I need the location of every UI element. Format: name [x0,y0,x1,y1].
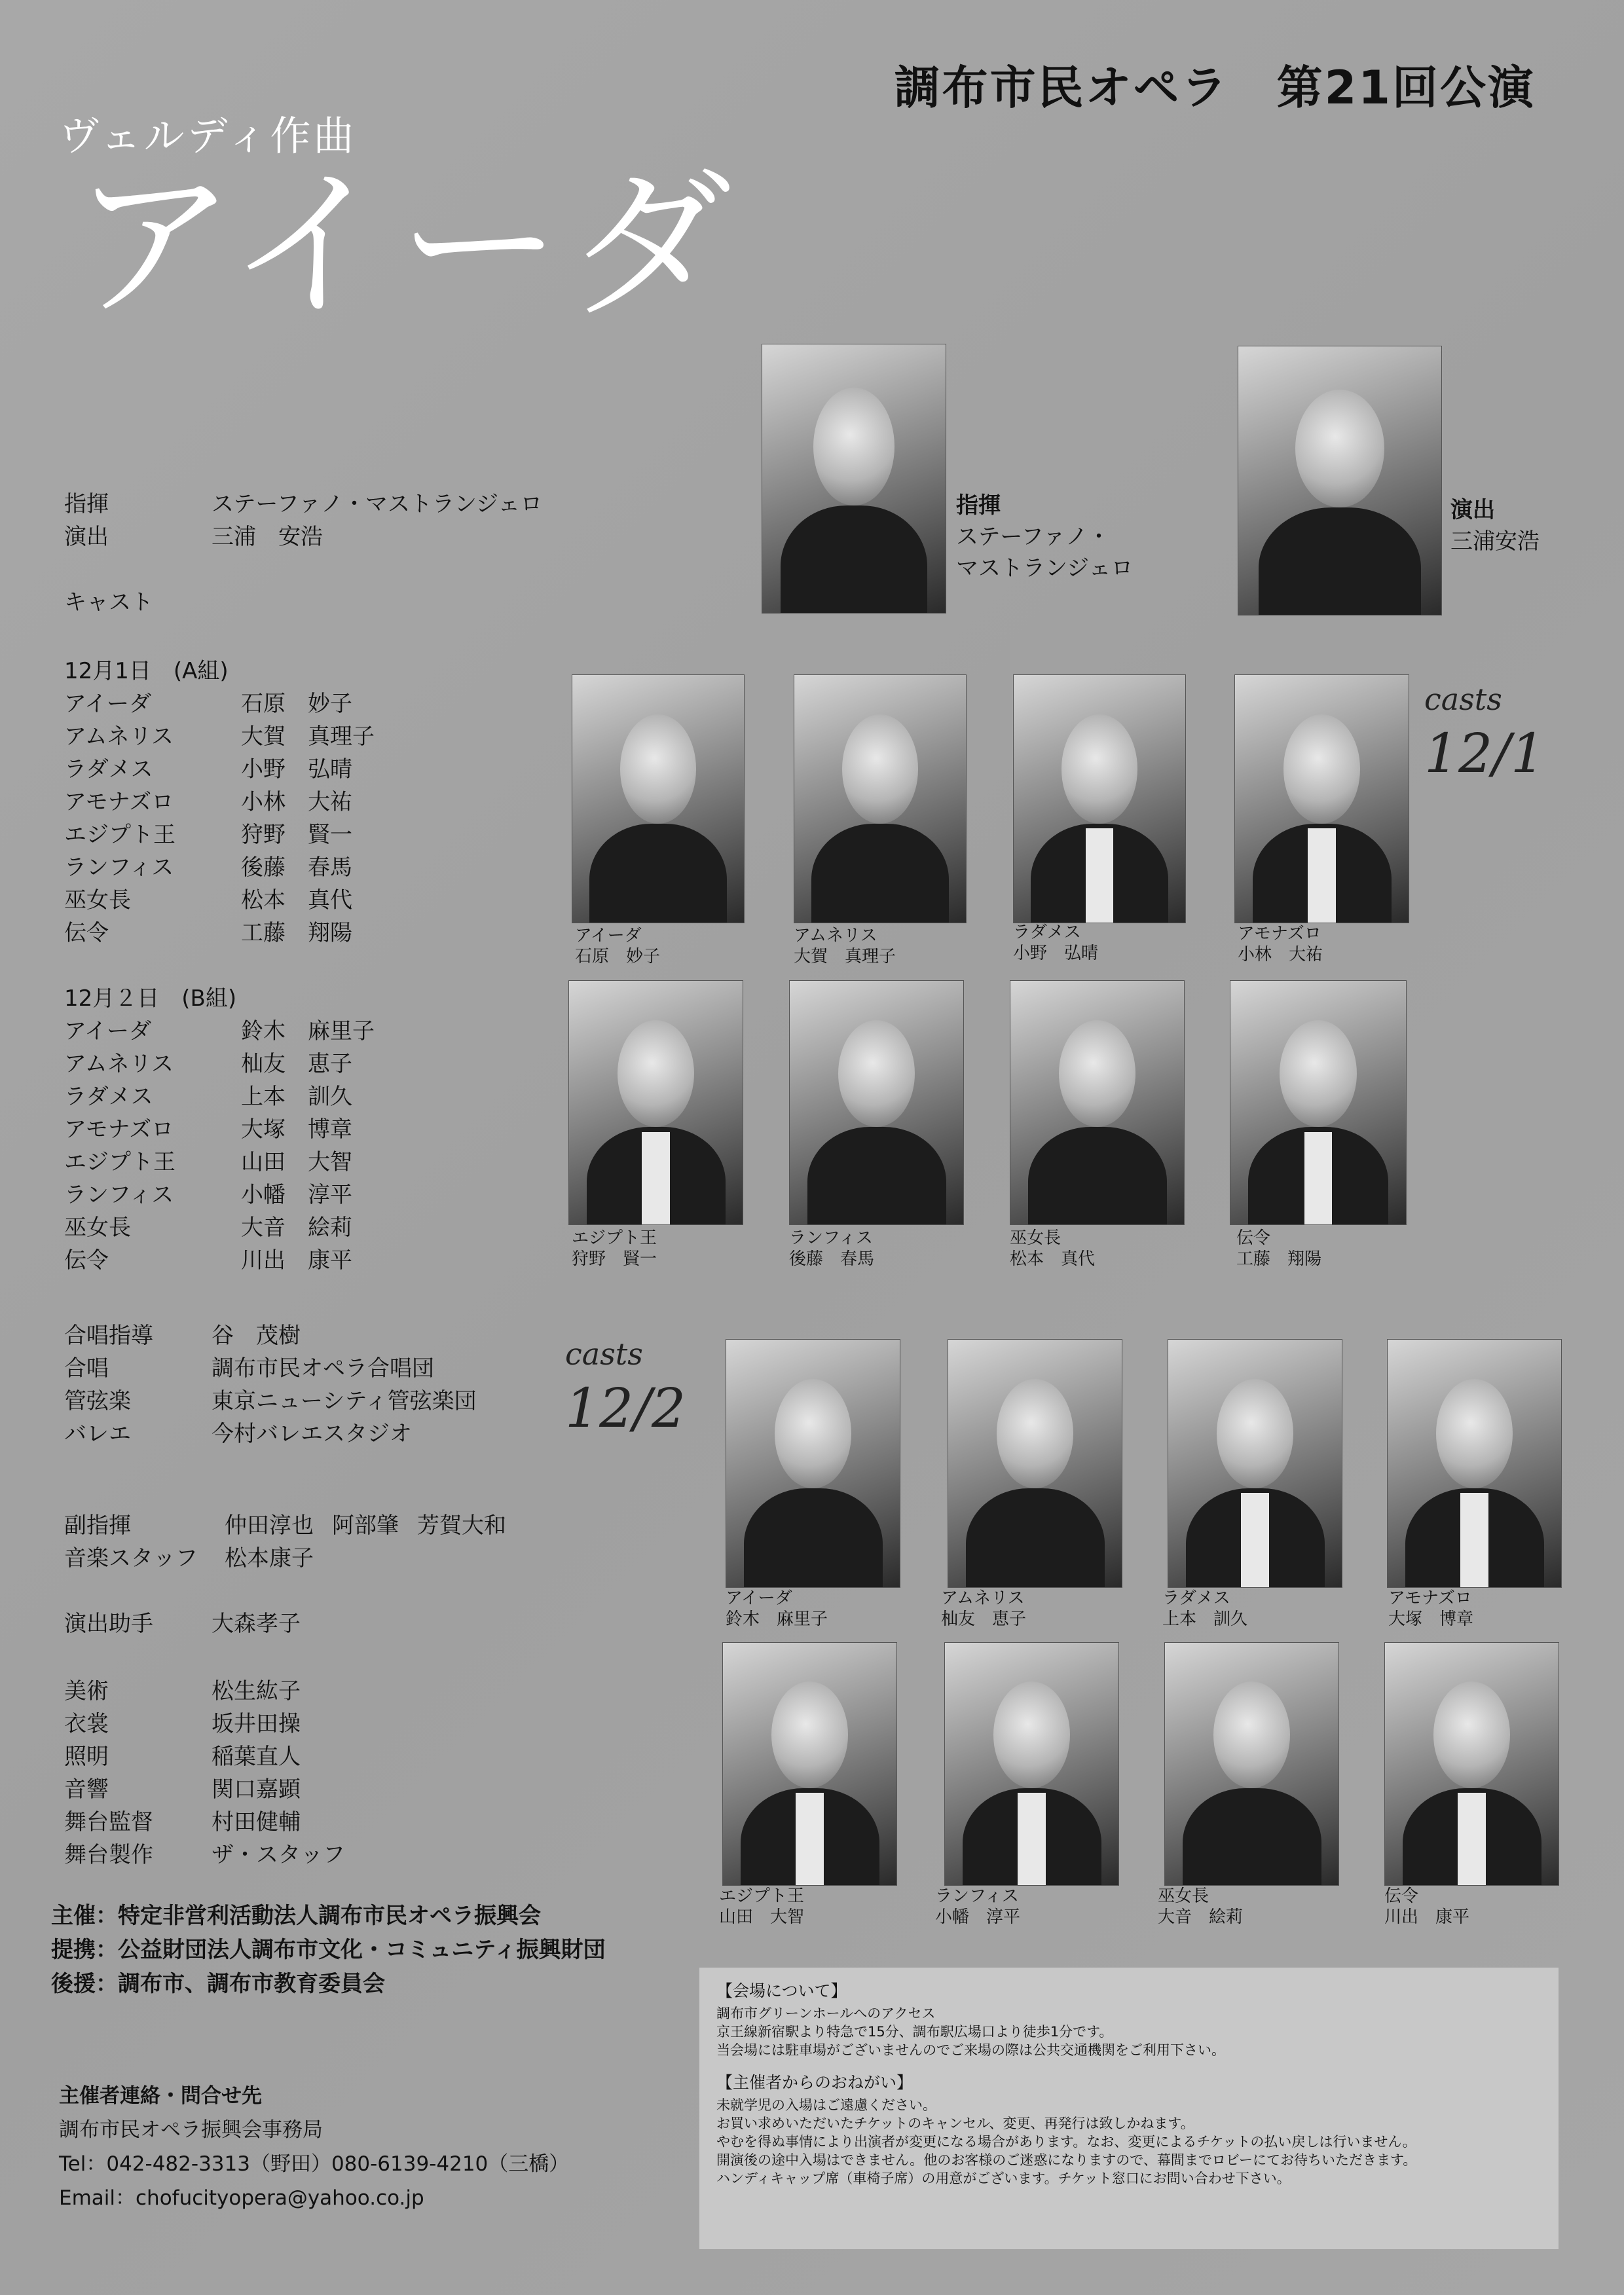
caption-role: エジプト王 [572,1228,657,1248]
production-role: 舞台監督 [64,1809,153,1835]
cast-name: 大音 絵莉 [241,1215,352,1241]
cast-photo [944,1642,1119,1886]
cast-role: アモナズロ [64,1116,174,1143]
caption-name: 山田 大智 [719,1907,805,1927]
casts-b-date: 12/2 [565,1378,686,1440]
cast-name: 松本 真代 [241,887,352,913]
cast-role: 巫女長 [64,1215,131,1241]
staff-role: 演出 [64,524,109,550]
director-caption-role: 演出 [1450,497,1495,523]
cast-photo [948,1339,1122,1588]
cast-photo [1234,674,1409,923]
cast-photo-caption [1013,922,1098,964]
cast-photo [1168,1339,1342,1588]
cast-photo-caption [572,1228,657,1270]
contact-heading: 主催者連絡・問合せ先 [59,2084,262,2108]
caption-role: エジプト王 [719,1886,805,1906]
conductor-caption-role: 指揮 [956,492,1001,519]
ensemble-role: 合唱指導 [64,1323,153,1349]
info-box [699,1968,1559,2249]
stage-assistant-role: 演出助手 [64,1611,153,1637]
request-line: 開演後の途中入場はできません。他のお客様のご迷惑になりますので、幕間までロビーにてお待ちいただきます。 [716,2152,1417,2168]
conductor-photo [762,344,946,614]
cast-photo [789,980,964,1225]
cast-photo [1010,980,1185,1225]
cast-role: 巫女長 [64,887,131,913]
supporter: 後援：調布市、調布市教育委員会 [51,1971,385,1997]
cast-photo-caption [789,1228,874,1270]
cast-name: 後藤 春馬 [241,854,352,881]
cast-role: ランフィス [64,854,174,881]
director-caption-name: 三浦安浩 [1450,528,1540,555]
cast-photo [572,674,745,923]
conductor-caption-name2: マストランジェロ [956,555,1134,581]
staff-name: ステーファノ・マストランジェロ [212,491,543,517]
cast-photo-caption [794,925,896,967]
cast-photo [568,980,743,1225]
cast-role: ランフィス [64,1182,174,1208]
cast-role: 伝令 [64,1247,109,1274]
organizer: 主催：特定非営利活動法人調布市民オペラ振興会 [51,1903,541,1929]
cast-role: アイーダ [64,691,151,717]
cast-name: 小野 弘晴 [241,756,352,782]
caption-role: アムネリス [941,1588,1025,1608]
cast-photo-caption [1010,1228,1095,1270]
cast-photo-caption [1162,1588,1247,1630]
vice-conductor-name: 芳賀大和 [417,1513,506,1539]
music-staff-name: 松本康子 [225,1545,314,1571]
cast-photo [1164,1642,1339,1886]
cast-name: 小幡 淳平 [241,1182,352,1208]
caption-name: 狩野 賢一 [572,1249,657,1269]
sponsor-list [51,1899,606,2001]
production-role: 美術 [64,1678,109,1704]
request-line: やむを得ぬ事情により出演者が変更になる場合があります。なお、変更によるチケットの払い戻しは行いません。 [716,2134,1416,2150]
contact-phone: Tel：042-482-3313（野田）080-6139-4210（三橋） [59,2152,570,2176]
caption-name: 小野 弘晴 [1013,944,1099,963]
caption-name: 工藤 翔陽 [1236,1249,1322,1269]
director-caption [1450,494,1540,557]
caption-name: 杣友 恵子 [941,1609,1027,1629]
caption-name: 鈴木 麻里子 [726,1609,828,1629]
request-line: お買い求めいただいたチケットのキャンセル、変更、再発行は致しかねます。 [716,2116,1194,2131]
cast-name: 杣友 恵子 [241,1051,352,1077]
caption-role: ラダメス [1162,1588,1230,1608]
caption-role: 伝令 [1384,1886,1419,1906]
partner: 提携：公益財団法人調布市文化・コミュニティ振興財団 [51,1937,606,1963]
ensemble-role: バレエ [64,1421,131,1447]
cast-name: 大賀 真理子 [241,724,375,750]
cast-photo [1013,674,1186,923]
cast-name: 上本 訓久 [241,1084,352,1110]
caption-role: 巫女長 [1010,1228,1061,1248]
cast-b-heading: 12月２日 (B組) [64,985,237,1012]
conductor-caption-name1: ステーファノ・ [956,524,1110,550]
caption-role: アイーダ [726,1588,792,1608]
venue-line: 京王線新宿駅より特急で15分、調布駅広場口より徒歩1分です。 [716,2024,1113,2040]
casts-b-label [565,1336,686,1440]
cast-heading: キャスト [64,589,153,615]
caption-name: 上本 訓久 [1162,1609,1248,1629]
caption-role: ランフィス [789,1228,873,1248]
cast-role: ラダメス [64,756,153,782]
caption-name: 小林 大祐 [1238,945,1323,964]
cast-b-list [64,982,375,1277]
caption-name: 小幡 淳平 [935,1907,1021,1927]
caption-role: ラダメス [1013,923,1081,942]
cast-role: アムネリス [64,1051,174,1077]
caption-name: 大塚 博章 [1388,1609,1474,1629]
ensemble-role: 合唱 [64,1355,109,1382]
vice-conductor-role: 副指揮 [64,1513,131,1539]
requests-heading: 【主催者からのおねがい】 [716,2073,913,2092]
cast-photo [722,1642,897,1886]
ensemble-name: 調布市民オペラ合唱団 [212,1355,434,1382]
cast-name: 狩野 賢一 [241,822,352,848]
vice-conductor-name: 阿部肇 [332,1513,399,1539]
ensemble-list [64,1319,477,1450]
venue-heading: 【会場について】 [716,1981,847,2000]
contact-block [59,2079,569,2215]
production-name: ザ・スタッフ [212,1842,345,1868]
request-line: ハンディキャップ席（車椅子席）の用意がございます。チケット窓口にお問い合わせ下さい。 [716,2171,1291,2186]
cast-photo-caption [941,1588,1026,1630]
cast-photo [1230,980,1407,1225]
caption-name: 松本 真代 [1010,1249,1096,1269]
production-name: 村田健輔 [212,1809,301,1835]
caption-name: 後藤 春馬 [789,1249,875,1269]
casts-b-word: casts [565,1336,643,1372]
production-role: 照明 [64,1744,109,1770]
production-list [64,1675,345,1871]
ensemble-role: 管弦楽 [64,1388,131,1414]
cast-name: 鈴木 麻里子 [241,1018,375,1044]
composer-credit: ヴェルディ作曲 [59,112,357,160]
casts-a-word: casts [1424,682,1502,717]
caption-role: アモナズロ [1238,924,1321,944]
opera-title: アイーダ [72,150,739,340]
caption-role: 巫女長 [1158,1886,1209,1906]
caption-name: 大賀 真理子 [794,947,896,966]
cast-name: 山田 大智 [241,1149,352,1175]
cast-name: 大塚 博章 [241,1116,352,1143]
cast-name: 川出 康平 [241,1247,352,1274]
contact-office: 調布市民オペラ振興会事務局 [59,2118,323,2142]
venue-line: 当会場には駐車場がございませんのでご来場の際は公共交通機関をご利用下さい。 [716,2042,1225,2058]
production-name: 関口嘉顕 [212,1776,301,1803]
venue-line: 調布市グリーンホールへのアクセス [716,2006,936,2021]
caption-name: 石原 妙子 [575,947,661,966]
caption-role: ランフィス [935,1886,1019,1906]
conductor-caption [956,490,1133,584]
cast-a-heading: 12月1日 (A組) [64,658,229,684]
cast-name: 小林 大祐 [241,789,352,815]
cast-photo-caption [726,1588,828,1630]
cast-a-list [64,655,375,949]
cast-role: エジプト王 [64,822,175,848]
cast-photo-caption [1236,1228,1321,1270]
cast-photo-caption [1158,1886,1243,1928]
cast-name: 工藤 翔陽 [241,920,352,946]
ensemble-name: 東京ニューシティ管弦楽団 [212,1388,477,1414]
caption-role: アムネリス [794,926,877,946]
production-role: 衣裳 [64,1711,109,1737]
cast-role: アムネリス [64,724,174,750]
production-name: 松生紘子 [212,1678,301,1704]
cast-photo-caption [1384,1886,1469,1928]
production-name: 坂井田操 [212,1711,301,1737]
staff-name: 三浦 安浩 [212,524,323,550]
vice-conductor-name: 仲田淳也 [225,1513,314,1539]
staff-role: 指揮 [64,491,109,517]
caption-name: 大音 絵莉 [1158,1907,1244,1927]
production-role: 舞台製作 [64,1842,153,1868]
cast-photo-caption [1388,1588,1473,1630]
caption-role: アイーダ [575,926,642,946]
stage-assistant-name: 大森孝子 [212,1611,301,1637]
production-name: 稲葉直人 [212,1744,301,1770]
director-photo [1238,346,1442,615]
cast-photo-caption [935,1886,1020,1928]
cast-photo-caption [1238,923,1323,965]
cast-photo [1387,1339,1562,1588]
cast-role: 伝令 [64,920,109,946]
caption-role: 伝令 [1236,1228,1271,1248]
casts-a-date: 12/1 [1424,723,1545,785]
cast-photo [1384,1642,1559,1886]
lead-staff-list [64,488,542,553]
casts-a-label [1424,682,1545,785]
assistant-list [64,1509,525,1640]
cast-photo-caption [575,925,660,967]
request-line: 未就学児の入場はご遠慮ください。 [716,2097,936,2113]
caption-role: アモナズロ [1388,1588,1472,1608]
music-staff-role: 音楽スタッフ [64,1545,198,1571]
series-title: 調布市民オペラ 第21回公演 [894,61,1536,115]
ensemble-name: 谷 茂樹 [212,1323,301,1349]
ensemble-name: 今村バレエスタジオ [212,1421,412,1447]
cast-photo [726,1339,900,1588]
contact-email: Email：chofucityopera@yahoo.co.jp [59,2186,424,2210]
production-role: 音響 [64,1776,109,1803]
cast-role: エジプト王 [64,1149,175,1175]
caption-name: 川出 康平 [1384,1907,1470,1927]
cast-photo [794,674,967,923]
cast-name: 石原 妙子 [241,691,352,717]
cast-role: アモナズロ [64,789,174,815]
cast-photo-caption [719,1886,804,1928]
cast-role: ラダメス [64,1084,153,1110]
cast-role: アイーダ [64,1018,151,1044]
